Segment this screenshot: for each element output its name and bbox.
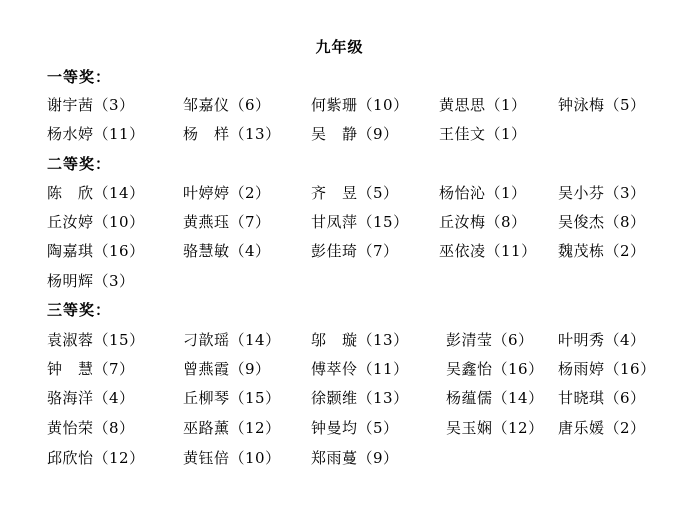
award-name-entry: 钟曼均（5）: [311, 419, 399, 437]
award-name-entry: 曾燕霞（9）: [183, 360, 271, 378]
award-name-entry: 钟 慧（7）: [47, 360, 135, 378]
award-name-entry: 丘汝梅（8）: [439, 213, 527, 231]
award-name-entry: 骆慧敏（4）: [183, 242, 271, 260]
award-name-entry: 杨明辉（3）: [47, 272, 135, 290]
award-name-entry: 王佳文（1）: [439, 125, 527, 143]
award-name-entry: 黄燕珏（7）: [183, 213, 271, 231]
award-name-entry: 黄怡荣（8）: [47, 419, 135, 437]
first-prize-row-1: [0, 94, 679, 114]
award-name-entry: 杨 样（13）: [183, 125, 281, 143]
third-prize-row-3: [0, 387, 679, 407]
third-prize-row-5: [0, 447, 679, 467]
third-prize-row-1: [0, 329, 679, 349]
award-name-entry: 彭清莹（6）: [446, 331, 534, 349]
award-name-entry: 何紫珊（10）: [311, 96, 409, 114]
second-prize-row-3: [0, 240, 679, 260]
award-name-entry: 唐乐媛（2）: [558, 419, 646, 437]
award-name-entry: 吴俊杰（8）: [558, 213, 646, 231]
third-prize-heading: 三等奖：: [47, 301, 112, 319]
award-name-entry: 吴 静（9）: [311, 125, 399, 143]
award-name-entry: 叶婷婷（2）: [183, 184, 271, 202]
first-prize-heading: 一等奖：: [47, 68, 112, 86]
award-name-entry: 陶嘉琪（16）: [47, 242, 145, 260]
award-name-entry: 杨水婷（11）: [47, 125, 145, 143]
award-name-entry: 巫依凌（11）: [439, 242, 537, 260]
award-name-entry: 杨怡沁（1）: [439, 184, 527, 202]
second-prize-row-4: [0, 270, 679, 290]
award-name-entry: 齐 昱（5）: [311, 184, 399, 202]
award-name-entry: 丘柳琴（15）: [183, 389, 281, 407]
second-prize-heading: 二等奖：: [47, 155, 112, 173]
award-name-entry: 骆海洋（4）: [47, 389, 135, 407]
award-name-entry: 彭佳琦（7）: [311, 242, 399, 260]
third-prize-row-2: [0, 358, 679, 378]
second-prize-row-1: [0, 182, 679, 202]
award-name-entry: 丘汝婷（10）: [47, 213, 145, 231]
award-name-entry: 杨蕴儒（14）: [446, 389, 544, 407]
award-name-entry: 谢宇茜（3）: [47, 96, 135, 114]
award-name-entry: 吴小芬（3）: [558, 184, 646, 202]
grade-title: 九年级: [315, 38, 364, 56]
award-name-entry: 魏茂栋（2）: [558, 242, 646, 260]
award-name-entry: 傅萃伶（11）: [311, 360, 409, 378]
third-prize-row-4: [0, 417, 679, 437]
award-name-entry: 吴鑫怡（16）: [446, 360, 544, 378]
second-prize-row-2: [0, 211, 679, 231]
award-name-entry: 钟泳梅（5）: [558, 96, 646, 114]
award-name-entry: 吴玉娴（12）: [446, 419, 544, 437]
award-name-entry: 陈 欣（14）: [47, 184, 145, 202]
award-name-entry: 邱欣怡（12）: [47, 449, 145, 467]
award-name-entry: 巫路薰（12）: [183, 419, 281, 437]
award-name-entry: 杨雨婷（16）: [558, 360, 656, 378]
award-name-entry: 袁淑蓉（15）: [47, 331, 145, 349]
award-name-entry: 黄钰倍（10）: [183, 449, 281, 467]
award-name-entry: 刁歆瑶（14）: [183, 331, 281, 349]
award-name-entry: 邹嘉仪（6）: [183, 96, 271, 114]
award-name-entry: 叶明秀（4）: [558, 331, 646, 349]
award-name-entry: 郑雨蔓（9）: [311, 449, 399, 467]
award-name-entry: 甘晓琪（6）: [558, 389, 646, 407]
first-prize-row-2: [0, 123, 679, 143]
award-name-entry: 徐颢维（13）: [311, 389, 409, 407]
award-name-entry: 邬 璇（13）: [311, 331, 409, 349]
award-name-entry: 甘凤萍（15）: [311, 213, 409, 231]
award-name-entry: 黄思思（1）: [439, 96, 527, 114]
